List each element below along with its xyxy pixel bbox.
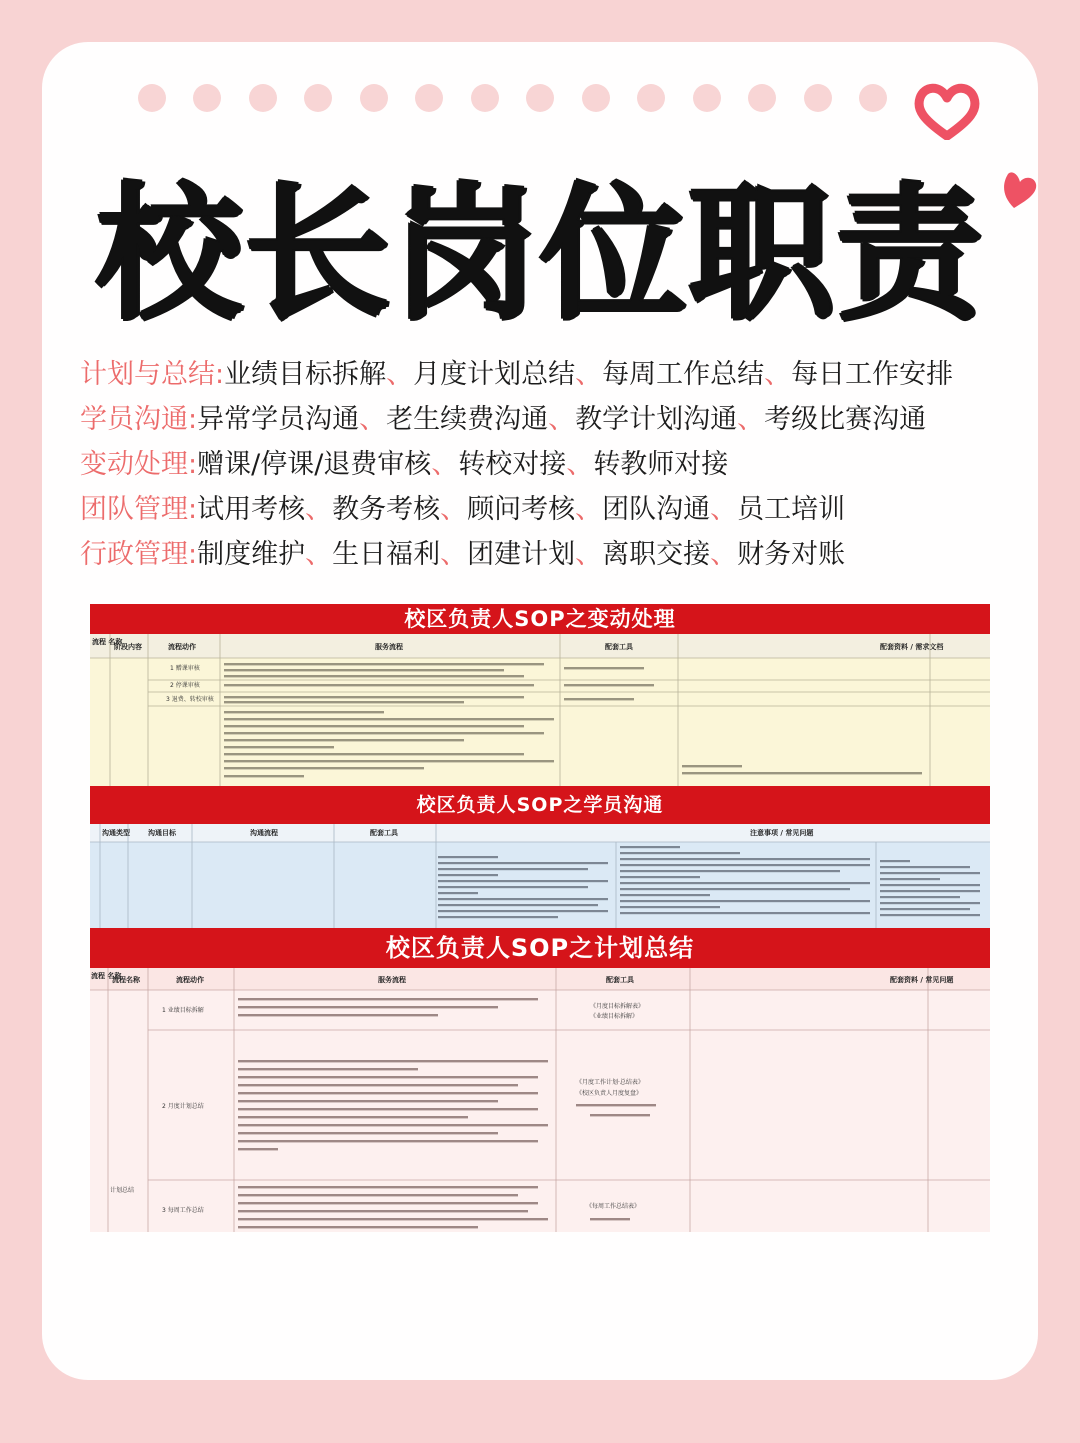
duty-separator: 、 xyxy=(305,539,333,570)
sheet1-row: 2 停课审核 xyxy=(170,682,200,689)
duty-colon: : xyxy=(215,359,225,390)
duty-category-label: 学员沟通 xyxy=(80,404,188,435)
heart-icon xyxy=(914,80,980,140)
sheet-band-change: 校区负责人SOP之变动处理 xyxy=(90,604,990,634)
duty-line xyxy=(80,397,1020,442)
dot xyxy=(748,84,776,112)
duty-separator: 、 xyxy=(305,494,333,525)
sheet3-tool: 《月度工作计划·总结表》 xyxy=(576,1079,644,1086)
duty-separator: 、 xyxy=(575,494,603,525)
duty-line xyxy=(80,352,1020,397)
duty-separator: 、 xyxy=(575,359,603,390)
duty-item: 试用考核 xyxy=(197,494,306,525)
duty-item: 团建计划 xyxy=(467,539,576,570)
dot xyxy=(138,84,166,112)
duty-item: 每日工作安排 xyxy=(791,359,954,390)
sheet2-header: 配套工具 xyxy=(370,829,398,837)
dot xyxy=(582,84,610,112)
sheet1-header: 阶段内容 xyxy=(114,643,142,651)
dot xyxy=(637,84,665,112)
sheet-band-communication: 校区负责人SOP之学员沟通 xyxy=(90,786,990,824)
duty-colon: : xyxy=(188,404,198,435)
duty-separator: 、 xyxy=(764,359,792,390)
sheet1-row: 3 退费、转校审核 xyxy=(166,696,214,703)
dot xyxy=(526,84,554,112)
duty-line xyxy=(80,442,1020,487)
duty-separator: 、 xyxy=(710,539,738,570)
dot xyxy=(415,84,443,112)
duty-item: 教学计划沟通 xyxy=(575,404,738,435)
sheet3-header: 流程动作 xyxy=(176,976,204,984)
duty-item: 教务考核 xyxy=(332,494,441,525)
sheet2-header: 注意事项 / 常见问题 xyxy=(750,829,814,837)
duty-item: 团队沟通 xyxy=(602,494,711,525)
sheet3-tool: 《校区负责人月度复盘》 xyxy=(576,1090,643,1097)
sheet-plan-table xyxy=(90,968,990,1232)
sheet-band-plan: 校区负责人SOP之计划总结 xyxy=(90,928,990,968)
dot xyxy=(360,84,388,112)
duty-colon: : xyxy=(188,494,198,525)
duty-line xyxy=(80,487,1020,532)
duty-item: 考级比赛沟通 xyxy=(764,404,927,435)
duty-item: 老生续费沟通 xyxy=(386,404,549,435)
sheet1-header: 流程 名称 xyxy=(92,638,123,646)
sheet3-header: 配套工具 xyxy=(606,976,634,984)
sheet1-header: 配套资料 / 需求文档 xyxy=(880,643,944,651)
duty-separator: 、 xyxy=(359,404,387,435)
duty-item: 转校对接 xyxy=(458,449,567,480)
duty-category-label: 行政管理 xyxy=(80,539,188,570)
sheet1-header: 服务流程 xyxy=(375,643,403,651)
sheet3-row: 2 月度计划总结 xyxy=(162,1103,204,1110)
duty-separator: 、 xyxy=(440,539,468,570)
duty-item: 员工培训 xyxy=(737,494,846,525)
sheet3-header: 流程名称 xyxy=(112,976,140,984)
dot xyxy=(304,84,332,112)
duty-separator: 、 xyxy=(566,449,594,480)
duty-item: 转教师对接 xyxy=(593,449,729,480)
sheet3-header: 服务流程 xyxy=(378,976,406,984)
page-title: 校长岗位职责 xyxy=(96,170,984,340)
dot xyxy=(804,84,832,112)
duty-item: 异常学员沟通 xyxy=(197,404,360,435)
sheet3-row: 1 业绩目标拆解 xyxy=(162,1007,204,1014)
sheet1-header: 流程动作 xyxy=(168,643,196,651)
sheet1-header: 配套工具 xyxy=(605,643,633,651)
duty-item: 生日福利 xyxy=(332,539,441,570)
duty-item: 制度维护 xyxy=(197,539,306,570)
sheet-communication-table xyxy=(90,824,990,928)
duty-separator: 、 xyxy=(710,494,738,525)
duty-category-label: 团队管理 xyxy=(80,494,188,525)
sheet-change-table xyxy=(90,634,990,786)
duty-colon: : xyxy=(188,539,198,570)
sheet2-header: 沟通类型 xyxy=(102,829,130,837)
duty-item: 每周工作总结 xyxy=(602,359,765,390)
sheet3-header: 配套资料 / 常见问题 xyxy=(890,976,954,984)
duty-item: 财务对账 xyxy=(737,539,846,570)
duty-line xyxy=(80,532,1020,577)
sheet1-row: 1 赠课审核 xyxy=(170,665,200,672)
duty-item: 离职交接 xyxy=(602,539,711,570)
sheet3-tool: 《月度目标拆解表》 xyxy=(590,1003,645,1010)
sop-document-image xyxy=(90,604,990,1232)
duty-colon: : xyxy=(188,449,198,480)
sheet3-side-label: 计划总结 xyxy=(110,1187,135,1194)
duty-item: 顾问考核 xyxy=(467,494,576,525)
dot xyxy=(193,84,221,112)
duty-item: 业绩目标拆解 xyxy=(224,359,387,390)
duty-separator: 、 xyxy=(431,449,459,480)
faded-text-lines xyxy=(238,998,656,1228)
sheet2-header: 沟通流程 xyxy=(250,829,278,837)
duty-item: 月度计划总结 xyxy=(413,359,576,390)
duty-separator: 、 xyxy=(575,539,603,570)
dot xyxy=(859,84,887,112)
duty-category-label: 变动处理 xyxy=(80,449,188,480)
duty-category-label: 计划与总结 xyxy=(80,359,215,390)
dot xyxy=(249,84,277,112)
sheet3-row: 3 每周工作总结 xyxy=(162,1207,204,1214)
sheet3-tool: 《每周工作总结表》 xyxy=(586,1203,641,1210)
sheet2-header: 沟通目标 xyxy=(148,829,176,837)
duty-separator: 、 xyxy=(548,404,576,435)
duty-separator: 、 xyxy=(440,494,468,525)
faded-text-lines xyxy=(438,846,980,918)
duty-separator: 、 xyxy=(737,404,765,435)
sheet3-tool: 《业绩目标拆解》 xyxy=(590,1013,639,1020)
duty-separator: 、 xyxy=(386,359,414,390)
dot xyxy=(471,84,499,112)
duty-item: 赠课/停课/退费审核 xyxy=(197,449,432,480)
sheet3-header: 流程 名称 xyxy=(91,972,122,980)
duty-list xyxy=(80,352,1020,577)
dot xyxy=(693,84,721,112)
